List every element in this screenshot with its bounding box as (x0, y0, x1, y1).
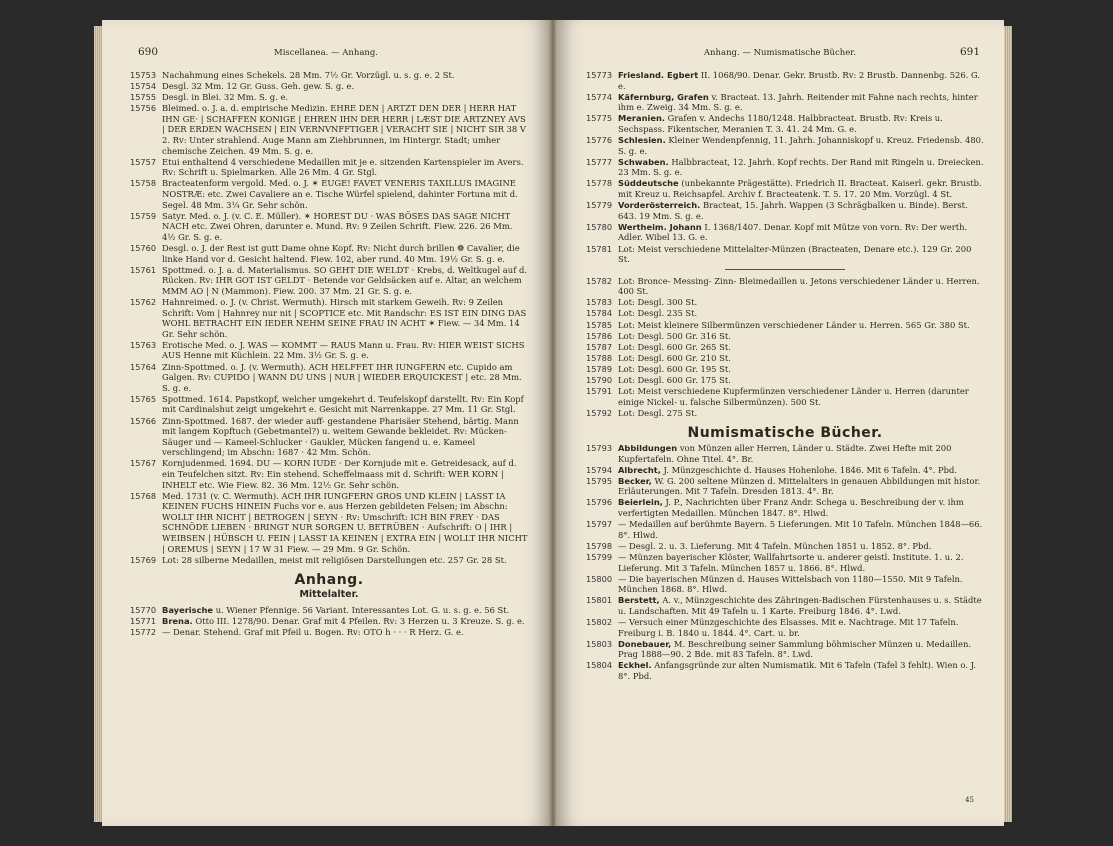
entry-text (618, 320, 984, 331)
entry-keyword: Süddeutsche (618, 178, 679, 189)
lot-number: 15767 (130, 458, 157, 469)
entry-text (162, 70, 528, 81)
entry-text (618, 574, 984, 595)
catalog-entry (130, 70, 528, 81)
entry-text (618, 353, 984, 364)
entry-description: Lot: Desgl. 600 Gr. 265 St. (618, 341, 731, 352)
lot-number: 15765 (130, 393, 157, 404)
entry-description: Lot: Desgl. 600 Gr. 175 St. (618, 375, 731, 386)
entry-text (162, 458, 528, 490)
catalog-entry (586, 574, 984, 595)
entry-text (162, 81, 528, 92)
catalog-entry (586, 552, 984, 573)
entry-text (618, 200, 984, 221)
catalog-entry (130, 555, 528, 566)
entry-keyword: Wertheim. Johann (618, 221, 702, 232)
right-page (556, 20, 1004, 826)
right-page-header (556, 46, 1004, 62)
catalog-entry (130, 362, 528, 394)
entry-description: Med. 1731 (v. C. Wermuth). ACH IHR IUNGFERN GROS UND KLEIN | LASST IA KEINEN FUCHS HINEIN Fuchs vor e. aus Herzen gebildeten Felsen; im Abschn: WOLLT IHR NICHT | BETROGEN | SEYN · Rv: Umschrift: ICH BIN FREY · DAS SCHNÖDE LIEBEN · BRINGT NUR SORGEN U. BETRÜBEN · Aufschrift: O | IHR | WEIBSEN | HÜBSCH U. FEIN | LASST IA KEINEN | EXTRA EIN | WOLLT IHR NICHT | OREMUS | SEYN | 17 W 31 Fiew. — 29 Mm. 9 Gr. Schön. (162, 490, 528, 554)
lot-number: 15776 (586, 135, 613, 146)
entry-description: (unbekannte Prägestätte). Friedrich II. Bracteat. Kaiserl. gekr. Brustb. mit Kreuz u. Reichsapfel. Archiv f. Bracteatenk. T. 5. 17. 20 Mm. Vorzügl. 4 St. (618, 178, 982, 200)
catalog-entry (586, 244, 984, 265)
entry-description: Halbbracteat, 12. Jahrh. Kopf rechts. Der Rand mit Ringeln u. Dreiecken. 23 Mm. S. g. e. (618, 156, 984, 178)
entry-text (162, 92, 528, 103)
lot-number: 15761 (130, 264, 157, 275)
catalog-entry (130, 92, 528, 103)
entry-description: Lot: Desgl. 500 Gr. 316 St. (618, 330, 731, 341)
lot-number: 15796 (586, 497, 613, 508)
lot-number: 15794 (586, 464, 613, 475)
lot-number: 15775 (586, 113, 613, 124)
entry-text (162, 157, 528, 178)
catalog-entry (586, 331, 984, 342)
running-head: Anhang. — Numismatische Bücher. (703, 48, 857, 58)
entry-description: — Medaillen auf berühmte Bayern. 5 Lieferungen. Mit 10 Tafeln. München 1848—66. 8°. Hlwd. (618, 519, 983, 540)
lot-number: 15782 (586, 275, 613, 286)
entry-description: Anfangsgründe zur alten Numismatik. Mit 6 Tafeln (Tafel 3 fehlt). Wien o. J. 8°. Pbd. (618, 660, 976, 681)
entry-description: Lot: Meist verschiedene Mittelalter-Münzen (Bracteaten, Denare etc.). 129 Gr. 200 St. (618, 243, 972, 265)
lot-number: 15772 (130, 626, 157, 637)
entry-description: Kleiner Wendenpfennig, 11. Jahrh. Johanniskopf u. Kreuz. Friedensb. 480. S. g. e. (618, 135, 984, 156)
entry-keyword: Friesland. Egbert (618, 70, 699, 80)
lot-number: 15755 (130, 92, 157, 103)
lot-number: 15781 (586, 243, 613, 254)
lot-number: 15762 (130, 296, 157, 307)
catalog-entry (130, 394, 528, 415)
lot-number: 15778 (586, 178, 613, 189)
entry-description: Lot: Desgl. 600 Gr. 210 St. (618, 352, 731, 363)
entry-description: J. Münzgeschichte d. Hauses Hohenlohe. 1846. Mit 6 Tafeln. 4°. Pbd. (660, 464, 958, 475)
lot-number: 15803 (586, 638, 613, 649)
entry-text (618, 308, 984, 319)
entry-keyword: Brena. (162, 615, 193, 626)
entry-description: Erotische Med. o. J. WAS — KOMMT — RAUS Mann u. Frau. Rv: HIER WEIST SICHS AUS Henne mit Küchlein. 22 Mm. 3½ Gr. S. g. e. (162, 339, 525, 361)
entry-text (162, 103, 528, 156)
entry-description: Nachahmung eines Schekels. 28 Mm. 7½ Gr. Vorzügl. u. s. g. e. 2 St. (162, 70, 455, 80)
running-head: Miscellanea. — Anhang. (273, 48, 379, 58)
entry-description: von Münzen aller Herren, Länder u. Städte. Zwei Hefte mit 200 Kupfertafeln. Ohne Titel. 4°. Br. (618, 443, 952, 464)
entry-keyword: Käfernburg, Grafen (618, 91, 709, 102)
entry-keyword: Vorderösterreich. (618, 200, 701, 211)
entry-description: Spottmed. o. J. a. d. Materialismus. SO GEHT DIE WELDT · Krebs, d. Weltkugel auf d. Rücken. Rv: IHR GOT IST GELDT · Betende vor Geldsäcken auf e. Altar, an welchem MMM AO | N (Mammon). Fiew. 200. 37 Mm. 21 Gr. S. g. e. (162, 264, 527, 296)
entry-description: Desgl. 32 Mm. 12 Gr. Guss. Geh. gew. S. g. e. (162, 81, 355, 92)
entry-keyword: Berstett, (618, 595, 660, 606)
catalog-entry (586, 92, 984, 113)
entry-description: W. G. 200 seltene Münzen d. Mittelalters in genauen Abbildungen mit histor. Erläuterungen. Mit 7 Tafeln. Dresden 1813. 4°. Br. (618, 475, 981, 497)
entry-description: Lot: Desgl. 300 St. (618, 297, 698, 308)
entry-keyword: Becker, (618, 475, 652, 486)
lot-number: 15773 (586, 70, 613, 80)
entry-text (618, 135, 984, 156)
entry-text (162, 394, 528, 415)
divider (725, 269, 845, 270)
catalog-entry (130, 178, 528, 210)
entry-text (618, 465, 984, 476)
entry-text (618, 178, 984, 199)
entry-text (618, 497, 984, 518)
lot-number: 15766 (130, 415, 157, 426)
catalog-entry (130, 157, 528, 178)
lot-number: 15779 (586, 200, 613, 211)
catalog-entry (586, 297, 984, 308)
entry-text (618, 331, 984, 342)
entry-description: Satyr. Med. o. J. (v. C. E. Müller). ✶ HOREST DU · WAS BÖSES DAS SAGE NICHT NACH etc. Zwei Ohren, darunter e. Mund. Rv: 9 Zeilen Schrift. Fiew. 226. 26 Mm. 4½ Gr. S. g. e. (162, 210, 513, 242)
signature-mark: 45 (965, 796, 974, 804)
entry-description: Bleimed. o. J. a. d. empirische Medizin. EHRE DEN | ARTZT DEN DER | HERR HAT IHN GE· | SCHAFFEN KONIGE | EHREN IHN DER HERR | LÆST DIE ARTZNEY AVS | DER ERDEN WACHSEN | EIN VERNVNFFTIGER | VERACHT SIE | NICHT SIR 38 V 2. Rv: Unter strahlend. Auge Mann am Ziehbrunnen, im Hintergr. Stadt; umher chemische Zeichen. 49 Mm. S. g. e. (162, 103, 526, 156)
catalog-entry (586, 443, 984, 464)
lot-number: 15799 (586, 551, 613, 562)
entry-text (618, 408, 984, 419)
catalog-entry (586, 476, 984, 497)
lot-number: 15788 (586, 352, 613, 363)
entry-description: u. Wiener Pfennige. 56 Variant. Interessantes Lot. G. u. s. g. e. 56 St. (213, 604, 510, 615)
catalog-entry (130, 416, 528, 458)
catalog-entry (586, 364, 984, 375)
lot-number: 15802 (586, 617, 613, 627)
entry-text (618, 595, 984, 616)
lot-number: 15780 (586, 221, 613, 232)
entry-description: — Die bayerischen Münzen d. Hauses Wittelsbach von 1180—1550. Mit 9 Tafeln. München 1868. 8°. Hlwd. (618, 573, 963, 595)
entry-description: Zinn-Spottmed. o. J. (v. Wermuth). ACH HELFFET IHR IUNGFERN etc. Cupido am Galgen. Rv: CUPIDO | WANN DU UNS | NUR | WIEDER ERQUICKEST | etc. 28 Mm. S. g. e. (162, 361, 522, 393)
catalog-entry (586, 408, 984, 419)
catalog-entry (586, 660, 984, 681)
entry-description: Lot: Meist verschiedene Kupfermünzen verschiedener Länder u. Herren (darunter einige Nickel- u. falsche Silbermünzen). 500 St. (618, 386, 969, 407)
lot-number: 15797 (586, 519, 613, 530)
catalog-entry (130, 211, 528, 243)
catalog-entry (586, 342, 984, 353)
catalog-entry (586, 617, 984, 638)
catalog-entry (130, 340, 528, 361)
lot-number: 15793 (586, 443, 613, 453)
entry-text (618, 519, 984, 540)
catalog-entry (586, 639, 984, 660)
entry-description: II. 1068/90. Denar. Gekr. Brustb. Rv: 2 Brustb. Dannenbg. 526. G. e. (618, 70, 981, 91)
entry-description: I. 1368/1407. Denar. Kopf mit Mütze von vorn. Rv: Der werth. Adler. Wibel 13. G. e. (618, 221, 968, 243)
entry-keyword: Meranien. (618, 113, 666, 124)
entry-text (162, 362, 528, 394)
entry-description: — Denar. Stehend. Graf mit Pfeil u. Bogen. Rv: OTO h · · · R Herz. G. e. (162, 626, 464, 637)
lot-number: 15800 (586, 573, 613, 584)
entry-text (618, 222, 984, 243)
catalog-entry (586, 200, 984, 221)
entry-description: Desgl. o. J. der Rest ist gutt Dame ohne Kopf. Rv: Nicht durch brillen ❁ Cavalier, die linke Hand vor d. Gesicht haltend. Fiew. 102, aber rund. 40 Mm. 19½ Gr. S. g. e. (162, 243, 520, 264)
entry-description: Bracteatenform vergold. Med. o. J. ✶ EUGE! FAVET VENERIS TAXILLUS IMAGINE NOSTRÆ: etc. Zwei Cavaliere an e. Tische Würfel spielend, dahinter Fortuna mit d. Segel. 48 Mm. 3¼ Gr. Sehr schön. (162, 178, 518, 210)
entry-description: — Versuch einer Münzgeschichte des Elsasses. Mit e. Nachtrage. Mit 17 Tafeln. Freiburg i. B. 1840 u. 1844. 4°. Cart. u. br. (618, 617, 959, 638)
entry-list (586, 70, 984, 265)
catalog-entry (586, 320, 984, 331)
catalog-entry (586, 178, 984, 199)
lot-number: 15789 (586, 363, 613, 374)
entry-text (162, 340, 528, 361)
entry-description: — Münzen bayerischer Klöster, Wallfahrtsorte u. anderer geistl. Institute. 1. u. 2. Lieferung. Mit 3 Tafeln. München 1857 u. 1866. 8°. Hlwd. (618, 551, 964, 573)
page-number: 690 (138, 46, 159, 58)
lot-number: 15758 (130, 178, 157, 189)
section-subtitle: Mittelalter. (299, 588, 359, 600)
entry-description: J. P., Nachrichten über Franz Andr. Schega u. Beschreibung der v. ihm verfertigten Medaillen. München 1847. 8°. Hlwd. (618, 497, 964, 519)
catalog-entry (130, 616, 528, 627)
lot-number: 15790 (586, 375, 613, 386)
catalog-entry (586, 70, 984, 91)
entry-text (618, 92, 984, 113)
left-page (102, 20, 550, 826)
entry-text (618, 375, 984, 386)
lot-number: 15754 (130, 81, 157, 92)
entry-text (618, 297, 984, 308)
catalog-entry (586, 135, 984, 156)
entry-text (618, 476, 984, 497)
catalog-entry (586, 386, 984, 407)
left-page-header (102, 46, 550, 62)
catalog-entry (130, 81, 528, 92)
entry-description: Lot: Desgl. 600 Gr. 195 St. (618, 363, 731, 374)
entry-description: Lot: 28 silberne Medaillen, meist mit religiösen Darstellungen etc. 257 Gr. 28 St. (162, 554, 507, 565)
catalog-entry (586, 465, 984, 476)
entry-keyword: Albrecht, (618, 464, 661, 475)
entry-list (586, 443, 984, 682)
lot-number: 15785 (586, 319, 613, 330)
entry-text (618, 70, 984, 91)
entry-description: Otto III. 1278/90. Denar. Graf mit 4 Pfeilen. Rv: 3 Herzen u. 3 Kreuze. S. g. e. (192, 615, 525, 626)
catalog-entry (586, 353, 984, 364)
lot-number: 15768 (130, 490, 157, 501)
entry-description: Lot: Bronce- Messing- Zinn- Bleimedaillen u. Jetons verschiedener Länder u. Herren. 400 St. (618, 275, 980, 297)
lot-number: 15756 (130, 103, 157, 114)
catalog-entry (130, 458, 528, 490)
entry-text (618, 386, 984, 407)
entry-list (586, 276, 984, 419)
entry-text (618, 541, 984, 552)
catalog-entry (130, 297, 528, 339)
lot-number: 15804 (586, 660, 613, 671)
lot-number: 15760 (130, 243, 157, 253)
entry-text (618, 244, 984, 265)
lot-number: 15784 (586, 308, 613, 319)
entry-text (618, 113, 984, 134)
entry-text (618, 660, 984, 681)
catalog-entry (130, 605, 528, 616)
entry-text (162, 627, 528, 638)
catalog-entry (130, 627, 528, 638)
entry-keyword: Schwaben. (618, 156, 669, 167)
entry-text (162, 211, 528, 243)
entry-keyword: Beierlein, (618, 497, 663, 508)
lot-number: 15757 (130, 156, 157, 167)
page-edge-left (94, 26, 102, 822)
catalog-entry (586, 541, 984, 552)
catalog-entry (586, 519, 984, 540)
entry-text (162, 178, 528, 210)
catalog-entry (130, 243, 528, 264)
entry-text (162, 555, 528, 566)
lot-number: 15770 (130, 604, 157, 615)
entry-description: Lot: Desgl. 275 St. (618, 407, 698, 418)
lot-number: 15769 (130, 554, 157, 565)
entry-description: Hahnreimed. o. J. (v. Christ. Wermuth). Hirsch mit starkem Geweih. Rv: 9 Zeilen Schrift: Vom | Hahnrey nur nit | SCOPTICE etc. Mit Randschr: ES IST EIN DING DAS WOHL BETRACHT EIN IEDER NEHM SEINE FRAU IN ACHT ✶ Fiew. — 34 Mm. 14 Gr. Sehr schön. (162, 296, 527, 339)
entry-text (162, 491, 528, 555)
section-title: Anhang. (294, 572, 364, 589)
catalog-entry (130, 103, 528, 156)
lot-number: 15798 (586, 540, 613, 551)
entry-text (618, 617, 984, 638)
catalog-entry (586, 375, 984, 386)
lot-number: 15801 (586, 595, 613, 606)
entry-text (162, 265, 528, 297)
entry-description: Bracteat, 15. Jahrh. Wappen (3 Schrägbalken u. Binde). Berst. 643. 19 Mm. S. g. e. (618, 200, 968, 221)
lot-number: 15791 (586, 386, 613, 397)
entry-keyword: Schlesien. (618, 135, 666, 146)
catalog-entry (586, 157, 984, 178)
page-edge-right (1004, 26, 1012, 822)
entry-keyword: Donebauer, (618, 638, 672, 649)
entry-description: Grafen v. Andechs 1180/1248. Halbbracteat. Brustb. Rv: Kreis u. Sechspass. Fikentscher, Meranien T. 3. 41. 24 Mm. G. e. (618, 113, 943, 134)
catalog-entry (586, 497, 984, 518)
lot-number: 15764 (130, 361, 157, 372)
lot-number: 15786 (586, 330, 613, 341)
entry-text (618, 364, 984, 375)
lot-number: 15774 (586, 91, 613, 102)
lot-number: 15759 (130, 210, 157, 221)
catalog-entry (586, 308, 984, 319)
lot-number: 15792 (586, 407, 613, 418)
lot-number: 15753 (130, 70, 157, 80)
entry-description: Lot: Meist kleinere Silbermünzen verschiedener Länder u. Herren. 565 Gr. 380 St. (618, 319, 970, 330)
entry-description: A. v., Münzgeschichte des Zähringen-Badischen Fürstenhauses u. s. Städte u. Landschaften. Mit 49 Tafeln u. 1 Karte. Freiburg 1846. 4°. Lwd. (618, 595, 982, 616)
entry-text (162, 243, 528, 264)
entry-description: Zinn-Spottmed. 1687. der wieder auff- gestandene Pharisäer Stehend, bärtig. Mann mit langem Kopftuch (Gebetmantel?) u. weitem Gewande bekleidet. Rv: Mücken-Säuger und — Kameel-Schlucker · Gaukler, Mücken fangend u. e. Kameel verschlingend; im Abschn: 1687 · 42 Mm. Schön. (162, 415, 519, 458)
entry-description: Etui enthaltend 4 verschiedene Medaillen mit je e. sitzenden Kartenspieler im Avers. Rv: Schrift u. Spielmarken. Alle 26 Mm. 4 Gr. Stgl. (162, 156, 524, 178)
entry-text (618, 276, 984, 297)
entry-list (130, 70, 528, 565)
lot-number: 15763 (130, 339, 157, 350)
lot-number: 15787 (586, 341, 613, 352)
entry-text (162, 605, 528, 616)
entry-keyword: Eckhel. (618, 660, 652, 671)
entry-text (618, 552, 984, 573)
catalog-entry (130, 265, 528, 297)
left-page-content (130, 70, 528, 638)
entry-text (618, 639, 984, 660)
lot-number: 15795 (586, 475, 613, 486)
entry-description: M. Beschreibung seiner Sammlung böhmischer Münzen u. Medaillen. Prag 1888—90. 2 Bde. mit 83 Tafeln. 8°. Lwd. (618, 638, 971, 660)
entry-description: Spottmed. 1614. Papstkopf, welcher umgekehrt d. Teufelskopf darstellt. Rv: Ein Kopf mit Cardinalshut zeigt umgekehrt e. Gesicht mit Narrenkappe. 27 Mm. 11 Gr. Stgl. (162, 393, 524, 415)
section-title: Numismatische Bücher. (687, 425, 883, 442)
entry-keyword: Abbildungen (618, 443, 678, 453)
entry-keyword: Bayerische (162, 604, 214, 615)
entry-list (130, 605, 528, 638)
catalog-entry (586, 222, 984, 243)
entry-description: Desgl. in Blei. 32 Mm. S. g. e. (162, 92, 289, 103)
page-number: 691 (959, 46, 980, 58)
entry-description: — Desgl. 2. u. 3. Lieferung. Mit 4 Tafeln. München 1851 u. 1852. 8°. Pbd. (618, 540, 932, 551)
right-page-content (586, 70, 984, 682)
catalog-entry (586, 113, 984, 134)
entry-description: Kornjudenmed. 1694. DU — KORN IUDE · Der Kornjude mit e. Getreidesack, auf d. ein Teufelchen sitzt. Rv: Ein stehend. Scheffelmaass mit d. Schrift: WER KORN | INHELT etc. Wie Fiew. 82. 36 Mm. 12½ Gr. Sehr schön. (162, 458, 517, 490)
entry-text (162, 416, 528, 458)
entry-description: Lot: Desgl. 235 St. (618, 308, 698, 319)
entry-text (618, 342, 984, 353)
catalog-entry (130, 491, 528, 555)
lot-number: 15783 (586, 297, 613, 308)
lot-number: 15777 (586, 156, 613, 167)
entry-text (162, 616, 528, 627)
entry-text (162, 297, 528, 339)
entry-text (618, 157, 984, 178)
entry-description: v. Bracteat. 13. Jahrh. Reitender mit Fahne nach rechts, hinter ihm e. Zweig. 34 Mm. S. g. e. (618, 91, 978, 113)
catalog-entry (586, 595, 984, 616)
lot-number: 15771 (130, 615, 157, 626)
catalog-entry (586, 276, 984, 297)
entry-text (618, 443, 984, 464)
